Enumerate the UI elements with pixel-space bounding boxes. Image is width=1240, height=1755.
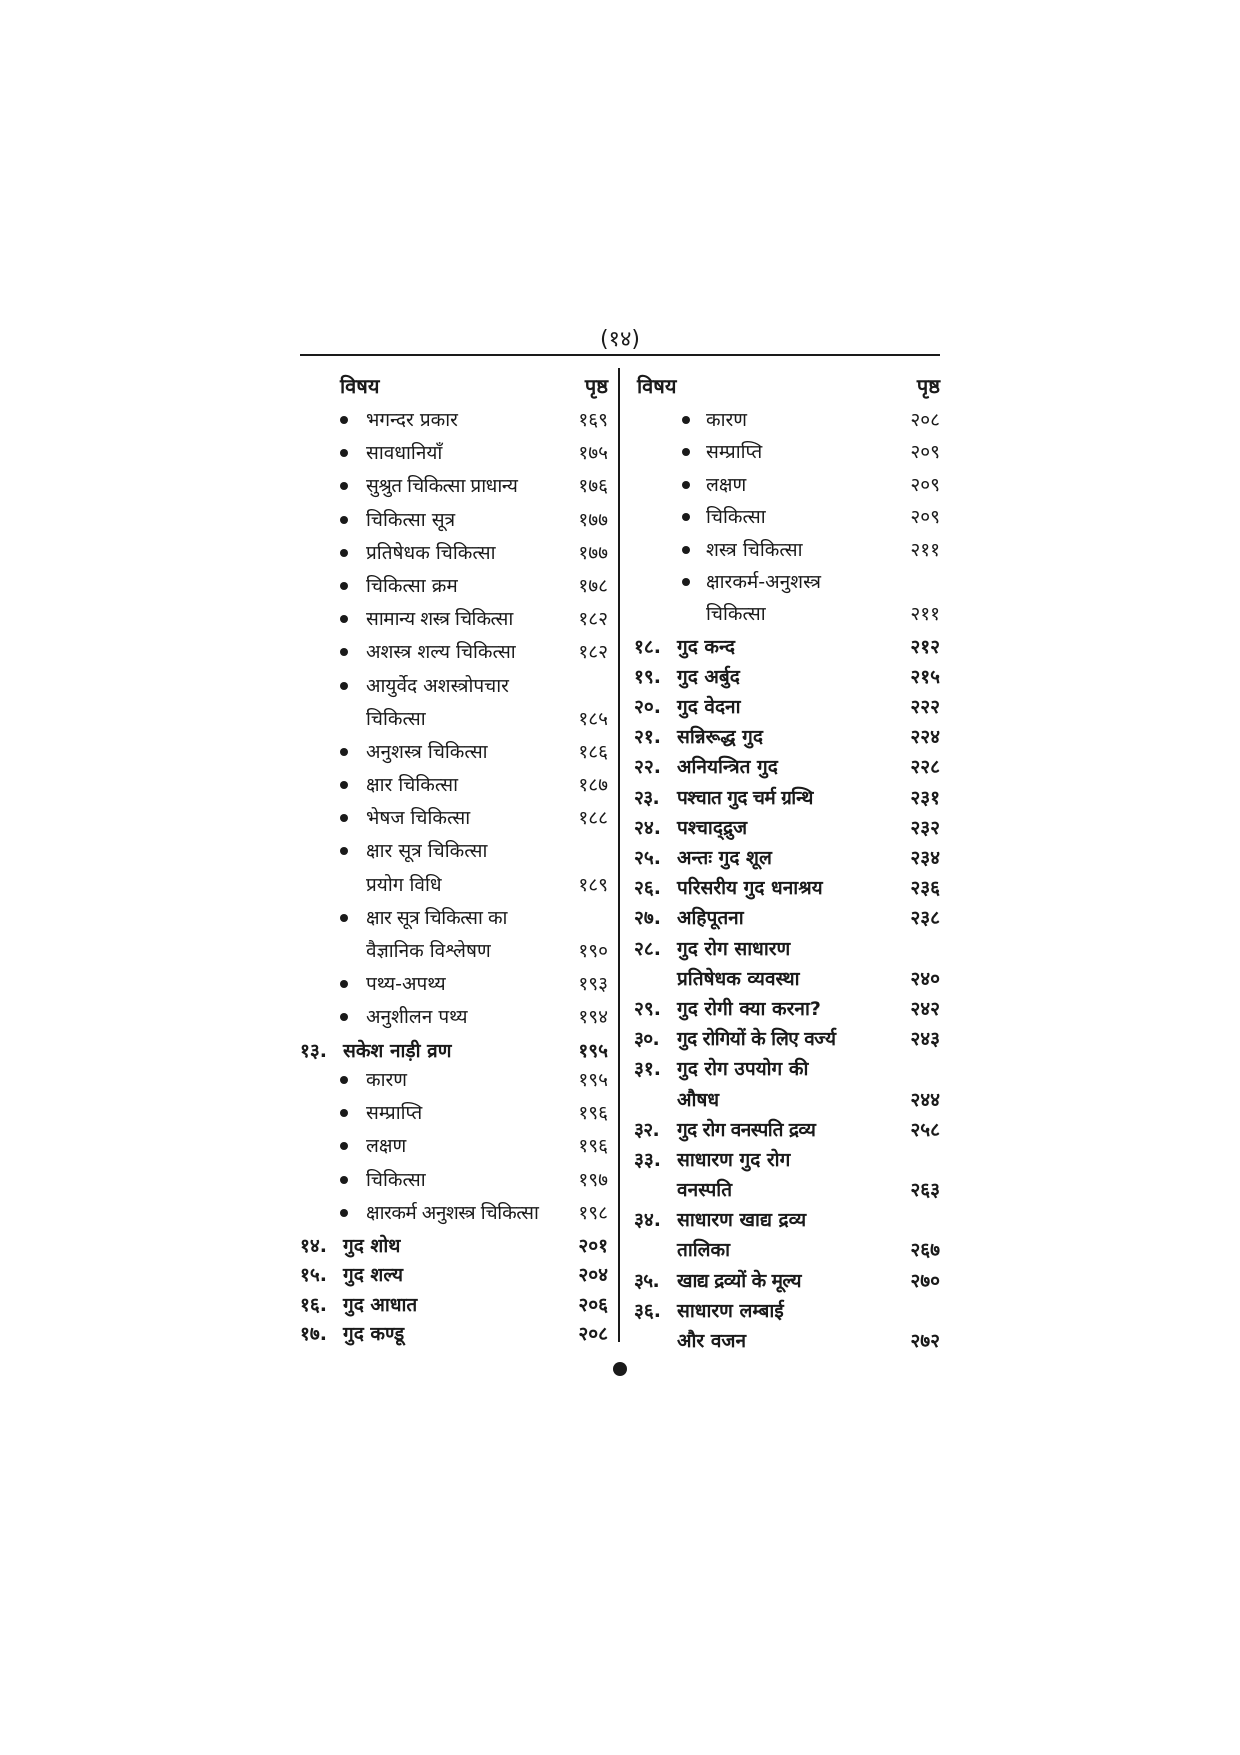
entry-text: गुद रोग उपयोग की <box>677 1058 809 1081</box>
bullet-icon <box>340 549 348 557</box>
toc-left-column <box>300 370 608 1349</box>
page-heading: पृष्ठ <box>916 374 940 398</box>
entry-page-number: १७५ <box>578 442 608 465</box>
toc-entry <box>634 1297 940 1327</box>
entry-text: गुद रोगी क्या करना? <box>677 997 821 1020</box>
entry-text: कारण <box>366 1068 408 1091</box>
chapter-number: २७. <box>634 907 661 930</box>
toc-entry <box>300 1037 608 1066</box>
bullet-icon <box>340 582 348 590</box>
bullet-icon <box>682 481 690 489</box>
entry-page-number: २०९ <box>910 506 940 529</box>
toc-entry <box>300 1199 608 1232</box>
toc-entry <box>300 572 608 605</box>
entry-text: पश्चात गुद चर्म ग्रन्थि <box>677 786 813 809</box>
chapter-number: २८. <box>634 937 661 960</box>
entry-text: सम्प्राप्ति <box>366 1102 423 1125</box>
entry-page-number: १८५ <box>578 707 608 730</box>
bullet-icon <box>682 513 690 521</box>
bullet-icon <box>340 416 348 424</box>
toc-entry <box>634 693 940 723</box>
right-entries <box>634 406 940 1357</box>
bullet-icon <box>340 781 348 789</box>
chapter-title <box>634 1116 815 1142</box>
chapter-number: १५. <box>300 1264 327 1287</box>
entry-text: गुद रोग साधारण <box>677 937 791 960</box>
entry-text: सुश्रुत चिकित्सा प्राधान्य <box>366 475 518 498</box>
entry-text: सम्प्राप्ति <box>706 441 763 464</box>
toc-entry <box>300 970 608 1003</box>
chapter-number: १७. <box>300 1323 327 1346</box>
chapter-title <box>634 1025 835 1051</box>
toc-entry <box>634 844 940 874</box>
chapter-number: २४. <box>634 816 661 839</box>
entry-text: परिसरीय गुद धनाश्रय <box>677 877 823 900</box>
chapter-number: १३. <box>300 1039 327 1062</box>
bullet-icon <box>682 448 690 456</box>
toc-entry <box>300 1320 608 1349</box>
header-rule <box>300 354 940 356</box>
entry-page-number: २०४ <box>578 1264 608 1287</box>
entry-text: अनुशस्त्र चिकित्सा <box>366 740 488 763</box>
entry-text: चिकित्सा सूत्र <box>366 508 456 531</box>
bullet-icon <box>340 615 348 623</box>
toc-entry <box>634 471 940 503</box>
toc-entry <box>634 753 940 783</box>
chapter-title <box>634 874 823 900</box>
chapter-title <box>634 723 763 749</box>
chapter-title <box>634 753 778 779</box>
toc-entry <box>300 705 608 738</box>
chapter-number: २९. <box>634 997 661 1020</box>
entry-text <box>634 1236 730 1262</box>
bullet-icon <box>340 1076 348 1084</box>
entry-page-number: २६७ <box>910 1239 940 1262</box>
entry-text: चिकित्सा <box>366 1168 426 1191</box>
entry-page-number: २०६ <box>578 1293 608 1316</box>
toc-entry <box>300 472 608 505</box>
entry-page-number: २७२ <box>910 1330 940 1353</box>
chapter-number: २१. <box>634 726 661 749</box>
entry-page-number: २०९ <box>910 441 940 464</box>
entry-page-number: २४० <box>910 967 940 990</box>
entry-text: गुद रोग वनस्पति द्रव्य <box>677 1118 816 1141</box>
entry-page-number: १८२ <box>578 608 608 631</box>
chapter-title <box>634 904 744 930</box>
entry-text: प्रयोग विधि <box>366 873 442 896</box>
entry-text: लक्षण <box>706 473 747 496</box>
toc-entry <box>634 965 940 995</box>
entry-text: चिकित्सा <box>706 603 766 626</box>
entry-page-number: १८२ <box>578 641 608 664</box>
toc-entry <box>300 1099 608 1132</box>
toc-entry <box>634 503 940 535</box>
entry-text: सन्निरूद्ध गुद <box>677 726 763 749</box>
toc-entry <box>634 1116 940 1146</box>
entry-page-number: २७० <box>910 1269 940 1292</box>
toc-entry <box>634 723 940 753</box>
entry-text: सावधानियाँ <box>366 442 443 465</box>
toc-entry <box>634 995 940 1025</box>
entry-text: क्षारकर्म-अनुशस्त्र <box>706 570 821 593</box>
toc-entry <box>634 438 940 470</box>
entry-page-number: २२८ <box>910 756 940 779</box>
toc-entry <box>300 1166 608 1199</box>
entry-text: गुद वेदना <box>677 696 741 719</box>
toc-entry <box>300 1232 608 1261</box>
entry-page-number: २१२ <box>910 635 940 658</box>
toc-entry <box>300 672 608 705</box>
toc-entry <box>634 633 940 663</box>
entry-text: अहिपूतना <box>677 907 744 930</box>
entry-text: चिकित्सा क्रम <box>366 574 458 597</box>
entry-text: क्षार सूत्र चिकित्सा <box>366 840 488 863</box>
entry-page-number: १९५ <box>578 1068 608 1091</box>
entry-text-continued: औषध <box>677 1088 720 1111</box>
entry-page-number: २३८ <box>910 907 940 930</box>
entry-text: साधारण खाद्य द्रव्य <box>677 1209 807 1232</box>
toc-entry <box>300 904 608 937</box>
entry-page-number: २४३ <box>910 1028 940 1051</box>
entry-text: शस्त्र चिकित्सा <box>706 538 803 561</box>
chapter-number: २५. <box>634 847 661 870</box>
toc-right-column <box>634 370 940 1357</box>
bullet-icon <box>340 682 348 690</box>
entry-text: चिकित्सा <box>366 707 426 730</box>
page-number: (१४) <box>599 327 641 352</box>
entry-text: प्रतिषेधक चिकित्सा <box>366 541 496 564</box>
entry-page-number: २५८ <box>910 1118 940 1141</box>
toc-entry <box>634 406 940 438</box>
entry-text: सामान्य शस्त्र चिकित्सा <box>366 608 513 631</box>
entry-page-number: १९६ <box>578 1135 608 1158</box>
entry-text: गुद रोगियों के लिए वर्ज्य <box>677 1028 836 1051</box>
chapter-number: ३२. <box>634 1118 660 1141</box>
chapter-number: ३०. <box>634 1028 660 1051</box>
entry-page-number: १८९ <box>578 873 608 896</box>
entry-page-number: २३२ <box>910 816 940 839</box>
chapter-title <box>300 1232 400 1258</box>
chapter-title <box>634 784 813 810</box>
chapter-title <box>634 995 821 1021</box>
toc-entry <box>634 1025 940 1055</box>
page-heading: पृष्ठ <box>584 374 608 398</box>
bullet-icon <box>340 648 348 656</box>
entry-page-number: २०९ <box>910 473 940 496</box>
entry-text: क्षार चिकित्सा <box>366 774 459 797</box>
entry-text: गुद शल्य <box>343 1264 404 1287</box>
chapter-title <box>634 814 747 840</box>
toc-entry <box>634 600 940 632</box>
entry-text: गुद कण्डू <box>343 1323 405 1346</box>
entry-text-continued: वनस्पति <box>677 1179 733 1202</box>
chapter-title <box>300 1037 451 1063</box>
entry-text: साधारण लम्बाई <box>677 1299 784 1322</box>
entry-page-number: १९४ <box>578 1006 608 1029</box>
entry-page-number: १७८ <box>578 574 608 597</box>
entry-page-number: १९७ <box>578 1168 608 1191</box>
entry-text-continued: प्रतिषेधक व्यवस्था <box>677 967 800 990</box>
toc-entry <box>634 536 940 568</box>
chapter-number: ३१. <box>634 1058 661 1081</box>
toc-entry <box>634 1236 940 1266</box>
entry-page-number: २२२ <box>910 696 940 719</box>
entry-page-number: २१५ <box>910 665 940 688</box>
toc-entry <box>300 539 608 572</box>
chapter-title <box>300 1320 404 1346</box>
entry-page-number: १७६ <box>578 475 608 498</box>
chapter-title <box>634 1146 790 1172</box>
bullet-icon <box>340 814 348 822</box>
chapter-number: २०. <box>634 696 661 719</box>
chapter-title <box>634 1267 801 1293</box>
entry-text: अन्तः गुद शूल <box>677 847 772 870</box>
entry-text: आयुर्वेद अशस्त्रोपचार <box>366 674 509 697</box>
bullet-icon <box>340 1142 348 1150</box>
chapter-number: १९. <box>634 665 661 688</box>
toc-entry <box>300 937 608 970</box>
chapter-title <box>300 1291 417 1317</box>
entry-text: गुद आधात <box>343 1293 418 1316</box>
entry-page-number: १९६ <box>578 1102 608 1125</box>
entry-page-number: १९५ <box>578 1039 608 1062</box>
entry-text: सकेश नाड़ी व्रण <box>343 1039 452 1062</box>
toc-entry <box>300 605 608 638</box>
chapter-number: १४. <box>300 1234 327 1257</box>
entry-text-continued: तालिका <box>677 1239 731 1262</box>
toc-entry <box>300 738 608 771</box>
entry-page-number: १९३ <box>578 973 608 996</box>
entry-page-number: १८६ <box>578 740 608 763</box>
bullet-icon <box>340 482 348 490</box>
entry-text: वैज्ञानिक विश्लेषण <box>366 940 491 962</box>
toc-entry <box>634 784 940 814</box>
toc-entry <box>634 1176 940 1206</box>
entry-page-number: २४४ <box>910 1088 940 1111</box>
toc-entry <box>634 1055 940 1085</box>
entry-text <box>634 965 800 991</box>
toc-entry <box>300 506 608 539</box>
toc-entry <box>300 837 608 870</box>
entry-page-number: २४२ <box>910 997 940 1020</box>
entry-text <box>634 1327 746 1353</box>
entry-page-number: १६९ <box>578 409 608 431</box>
entry-page-number: २०८ <box>910 409 940 431</box>
column-divider <box>618 368 620 1342</box>
bullet-icon <box>340 516 348 524</box>
toc-entry <box>634 1206 940 1236</box>
right-column-header <box>634 370 940 406</box>
chapter-number: २३. <box>634 786 660 809</box>
bullet-icon <box>340 1109 348 1117</box>
chapter-title <box>634 844 772 870</box>
entry-text: अशस्त्र शल्य चिकित्सा <box>366 641 516 664</box>
entry-text: साधारण गुद रोग <box>677 1148 791 1171</box>
entry-text: गुद कन्द <box>677 635 735 658</box>
chapter-number: ३४. <box>634 1209 661 1232</box>
entry-page-number: २२४ <box>910 726 940 749</box>
chapter-title <box>634 1206 806 1232</box>
bullet-icon <box>340 449 348 457</box>
entry-text: पश्चाद्द्रुज <box>677 816 748 839</box>
chapter-number: ३३. <box>634 1148 661 1171</box>
entry-text: क्षार सूत्र चिकित्सा का <box>366 906 507 929</box>
toc-entry <box>300 1261 608 1290</box>
toc-entry <box>634 663 940 693</box>
toc-entry <box>634 814 940 844</box>
toc-entry <box>300 1291 608 1320</box>
bullet-icon <box>682 546 690 554</box>
entry-text: क्षारकर्म अनुशस्त्र चिकित्सा <box>366 1201 539 1224</box>
bullet-icon <box>682 416 690 424</box>
bullet-icon <box>340 1013 348 1021</box>
toc-entry <box>634 904 940 934</box>
chapter-number: १८. <box>634 635 661 658</box>
entry-page-number: १८८ <box>578 807 608 830</box>
toc-entry <box>634 935 940 965</box>
left-column-header <box>300 370 608 406</box>
topic-heading: विषय <box>637 374 677 398</box>
bullet-icon <box>340 914 348 922</box>
bullet-icon <box>340 748 348 756</box>
entry-text <box>634 1176 732 1202</box>
toc-entry <box>300 1003 608 1036</box>
entry-page-number: २३६ <box>910 877 940 900</box>
entry-text <box>634 1086 719 1112</box>
chapter-number: ३५. <box>634 1269 660 1292</box>
entry-text: चिकित्सा <box>706 506 766 529</box>
toc-entry <box>300 406 608 439</box>
bullet-icon <box>340 847 348 855</box>
entry-text: खाद्य द्रव्यों के मूल्य <box>677 1269 801 1292</box>
toc-entry <box>300 1066 608 1099</box>
entry-text: लक्षण <box>366 1135 407 1158</box>
footer-bullet-icon <box>613 1362 627 1376</box>
toc-entry <box>634 568 940 600</box>
entry-text: गुद अर्बुद <box>677 665 740 688</box>
entry-page-number: १९८ <box>578 1201 608 1224</box>
chapter-title <box>634 693 741 719</box>
entry-text-continued: और वजन <box>677 1330 747 1353</box>
chapter-number: ३६. <box>634 1299 661 1322</box>
toc-entry <box>634 874 940 904</box>
entry-page-number: २०१ <box>578 1234 608 1257</box>
entry-page-number: २३४ <box>910 847 940 870</box>
entry-text: अनुशीलन पथ्य <box>366 1006 468 1029</box>
entry-page-number: १८७ <box>578 774 608 797</box>
entry-page-number: २६३ <box>910 1179 940 1202</box>
entry-text: भेषज चिकित्सा <box>366 807 471 830</box>
entry-text: भगन्दर प्रकार <box>366 409 458 431</box>
chapter-number: २६. <box>634 877 661 900</box>
bullet-icon <box>340 1176 348 1184</box>
bullet-icon <box>682 578 690 586</box>
toc-entry <box>300 638 608 671</box>
toc-entry <box>634 1086 940 1116</box>
chapter-title <box>634 1055 808 1081</box>
toc-entry <box>300 1132 608 1165</box>
bullet-icon <box>340 980 348 988</box>
entry-text: कारण <box>706 409 748 431</box>
entry-text: गुद शोथ <box>343 1234 401 1257</box>
toc-entry <box>300 439 608 472</box>
entry-page-number: १९० <box>578 940 608 962</box>
entry-page-number: १७७ <box>578 541 608 564</box>
chapter-number: २२. <box>634 756 661 779</box>
chapter-title <box>634 1297 784 1323</box>
entry-text: अनियन्त्रित गुद <box>677 756 778 779</box>
chapter-title <box>634 663 740 689</box>
chapter-title <box>300 1261 403 1287</box>
entry-page-number: १७७ <box>578 508 608 531</box>
chapter-title <box>634 633 735 659</box>
toc-entry <box>300 804 608 837</box>
entry-page-number: २११ <box>910 603 940 626</box>
toc-entry <box>634 1146 940 1176</box>
chapter-number: १६. <box>300 1293 327 1316</box>
entry-page-number: २११ <box>910 538 940 561</box>
toc-entry <box>634 1267 940 1297</box>
bullet-icon <box>340 1209 348 1217</box>
entry-page-number: २०८ <box>578 1323 608 1346</box>
left-entries <box>300 406 608 1349</box>
chapter-title <box>634 935 790 961</box>
toc-entry <box>634 1327 940 1357</box>
entry-page-number: २३१ <box>910 786 940 809</box>
entry-text: पथ्य-अपथ्य <box>366 973 446 996</box>
toc-entry <box>300 771 608 804</box>
toc-entry <box>300 871 608 904</box>
topic-heading: विषय <box>340 374 380 398</box>
